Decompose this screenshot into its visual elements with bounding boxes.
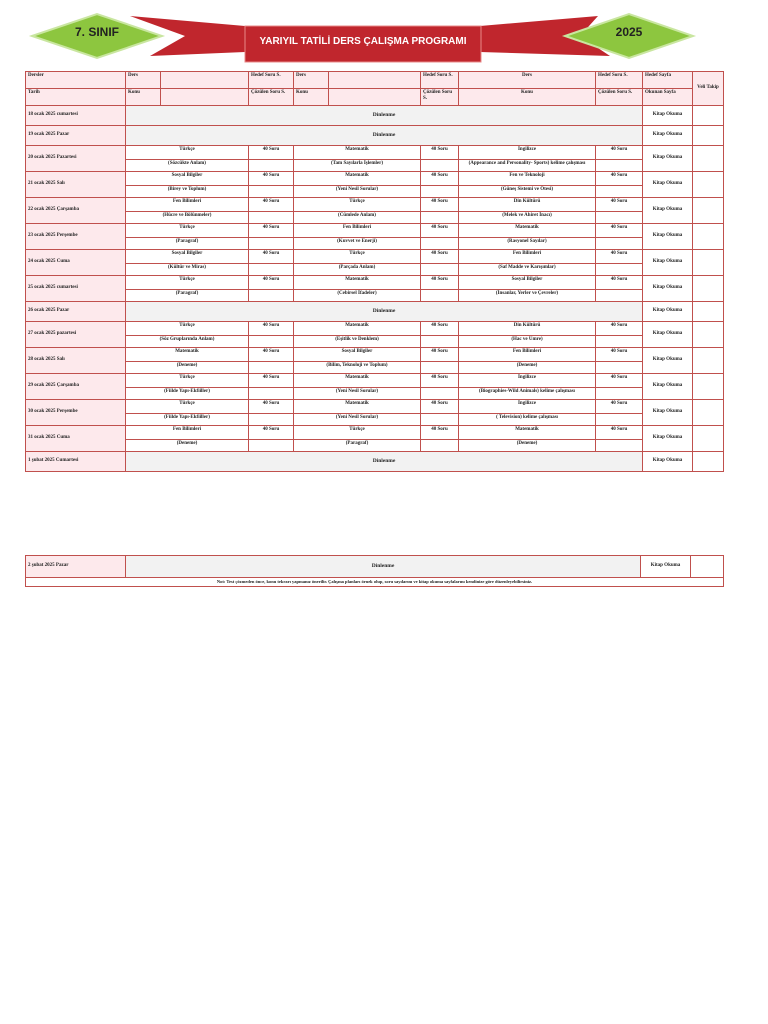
plan-row-topic: [26, 264, 724, 276]
subject-3: Fen Bilimleri: [459, 348, 596, 362]
target-1: 40 Soru: [249, 322, 294, 336]
topic-1: (Kültür ve Miras): [126, 264, 249, 276]
header-cozulen-3: Çözülen Soru S.: [596, 89, 643, 106]
subject-2: Matematik: [294, 322, 421, 336]
study-plan-final-table: [25, 555, 724, 587]
subject-3: Din Kültürü: [459, 322, 596, 336]
topic-2: (Yeni Nesil Sorular): [294, 388, 421, 400]
reading-cell: Kitap Okuma: [643, 322, 693, 348]
header-blank-3: [161, 89, 249, 106]
topic-2: (Bilim, Teknoloji ve Toplum): [294, 362, 421, 374]
topic-3: (Deneme): [459, 440, 596, 452]
subject-1: Matematik: [126, 348, 249, 362]
solved-1[interactable]: [249, 264, 294, 276]
target-1: 40 Soru: [249, 224, 294, 238]
plan-row-rest: [26, 452, 724, 472]
header-ders-3: Ders: [459, 72, 596, 89]
target-3: 40 Soru: [596, 172, 643, 186]
row-date: 19 ocak 2025 Pazar: [26, 126, 126, 146]
solved-3[interactable]: [596, 362, 643, 374]
parent-check-cell[interactable]: [693, 322, 724, 348]
grade-label: 7. SINIF: [74, 25, 119, 39]
program-title: YARIYIL TATİLİ DERS ÇALIŞMA PROGRAMI: [259, 36, 467, 47]
plan-row-topic: [26, 362, 724, 374]
topic-2: (Yeni Nesil Sorular): [294, 414, 421, 426]
reading-cell: Kitap Okuma: [643, 276, 693, 302]
subject-2: Matematik: [294, 172, 421, 186]
subject-2: Türkçe: [294, 250, 421, 264]
parent-check-cell[interactable]: [693, 452, 724, 472]
solved-1[interactable]: [249, 160, 294, 172]
plan-row-topic: [26, 212, 724, 224]
reading-cell: Kitap Okuma: [643, 400, 693, 426]
header-ders-1: Ders: [126, 72, 161, 89]
subject-1: Türkçe: [126, 322, 249, 336]
target-2: 40 Soru: [421, 426, 459, 440]
reading-cell: Kitap Okuma: [643, 426, 693, 452]
reading-cell: Kitap Okuma: [643, 146, 693, 172]
header-konu-3: Konu: [459, 89, 596, 106]
solved-2[interactable]: [421, 414, 459, 426]
target-3: 40 Soru: [596, 250, 643, 264]
topic-2: (Cümlede Anlam): [294, 212, 421, 224]
rest-cell: Dinlenme: [126, 452, 643, 472]
plan-row-topic: [26, 160, 724, 172]
header-cozulen-2: Çözülen Soru S.: [421, 89, 459, 106]
topic-3: (Melek ve Ahiret İnacı): [459, 212, 596, 224]
subject-3: Sosyal Bilgiler: [459, 276, 596, 290]
plan-row-study: [26, 198, 724, 212]
target-2: 40 Soru: [421, 276, 459, 290]
reading-cell: Kitap Okuma: [643, 250, 693, 276]
target-2: 40 Soru: [421, 322, 459, 336]
solved-1[interactable]: [249, 440, 294, 452]
subject-1: Türkçe: [126, 374, 249, 388]
subject-1: Türkçe: [126, 276, 249, 290]
header-ders-2: Ders: [294, 72, 329, 89]
header-okunan-sayfa: Okunan Sayfa: [643, 89, 693, 106]
topic-3: (Biographies-Wild Animals) kelime çalışması: [459, 388, 596, 400]
plan-row-topic: [26, 388, 724, 400]
reading-cell: Kitap Okuma: [643, 374, 693, 400]
row-date: 21 ocak 2025 Salı: [26, 172, 126, 198]
topic-3: (Appearance and Personality- Sports) kelime çalışması: [459, 160, 596, 172]
topic-2: (Tam Sayılarla İşlemler): [294, 160, 421, 172]
header-row-2: [26, 89, 724, 106]
header-row-1: [26, 72, 724, 89]
subject-1: Sosyal Bilgiler: [126, 250, 249, 264]
subject-2: Matematik: [294, 146, 421, 160]
plan-row-topic: [26, 440, 724, 452]
topic-2: (Parçada Anlam): [294, 264, 421, 276]
plan-row-study: [26, 146, 724, 160]
plan-row-rest: [26, 126, 724, 146]
target-2: 40 Soru: [421, 198, 459, 212]
reading-cell: Kitap Okuma: [643, 452, 693, 472]
row-date: 27 ocak 2025 pazartesi: [26, 322, 126, 348]
year-label: 2025: [615, 25, 643, 39]
subject-1: Türkçe: [126, 400, 249, 414]
header-hedef-3: Hedef Soru S.: [596, 72, 643, 89]
plan-row-study: [26, 172, 724, 186]
header-blank-4: [329, 89, 421, 106]
topic-1: (Söz Gruplarında Anlam): [126, 336, 249, 348]
target-1: 40 Soru: [249, 146, 294, 160]
topic-1: (Birey ve Toplum): [126, 186, 249, 198]
row-date: 26 ocak 2025 Pazar: [26, 302, 126, 322]
solved-3[interactable]: [596, 440, 643, 452]
solved-1[interactable]: [249, 414, 294, 426]
plan-row-topic: [26, 336, 724, 348]
solved-3[interactable]: [596, 264, 643, 276]
plan-row-rest: [26, 106, 724, 126]
parent-check-cell[interactable]: [693, 348, 724, 374]
solved-1[interactable]: [249, 186, 294, 198]
rest-cell: Dinlenme: [126, 556, 641, 578]
header-konu-1: Konu: [126, 89, 161, 106]
header-hedef-1: Hedef Soru S.: [249, 72, 294, 89]
plan-row-study: [26, 374, 724, 388]
target-1: 40 Soru: [249, 172, 294, 186]
reading-cell: Kitap Okuma: [643, 106, 693, 126]
plan-row-study: [26, 250, 724, 264]
plan-row-study: [26, 426, 724, 440]
row-date: 22 ocak 2025 Çarşamba: [26, 198, 126, 224]
solved-1[interactable]: [249, 362, 294, 374]
topic-1: (Fiilde Yapı-Ekfiiller): [126, 414, 249, 426]
solved-3[interactable]: [596, 290, 643, 302]
target-3: 40 Soru: [596, 426, 643, 440]
solved-3[interactable]: [596, 186, 643, 198]
parent-check-cell[interactable]: [693, 198, 724, 224]
row-date: 29 ocak 2025 Çarşamba: [26, 374, 126, 400]
subject-3: Din Kültürü: [459, 198, 596, 212]
solved-1[interactable]: [249, 336, 294, 348]
header-konu-2: Konu: [294, 89, 329, 106]
subject-3: İngilizce: [459, 374, 596, 388]
solved-3[interactable]: [596, 212, 643, 224]
target-3: 40 Soru: [596, 322, 643, 336]
topic-3: (İnsanlar, Yerler ve Çevreler): [459, 290, 596, 302]
target-1: 40 Soru: [249, 198, 294, 212]
target-2: 40 Soru: [421, 400, 459, 414]
target-2: 40 Soru: [421, 348, 459, 362]
solved-3[interactable]: [596, 414, 643, 426]
subject-3: Matematik: [459, 224, 596, 238]
reading-cell: Kitap Okuma: [643, 224, 693, 250]
parent-check-cell[interactable]: [693, 106, 724, 126]
plan-row-topic: [26, 414, 724, 426]
target-2: 40 Soru: [421, 146, 459, 160]
target-1: 40 Soru: [249, 374, 294, 388]
target-2: 40 Soru: [421, 374, 459, 388]
reading-cell: Kitap Okuma: [643, 198, 693, 224]
solved-1[interactable]: [249, 212, 294, 224]
subject-3: Fen Bilimleri: [459, 250, 596, 264]
footer-note: Not: Test çözmeden önce, konu tekrarı yapmanız önerilir. Çalışma planları örnek olup, soru sayılarını ve kitap okuma sayfalarını kendinize göre düzenleyebilirsiniz.: [26, 578, 724, 587]
rest-cell: Dinlenme: [126, 126, 643, 146]
header-hedef-sayfa: Hedef Sayfa: [643, 72, 693, 89]
subject-3: Matematik: [459, 426, 596, 440]
parent-check-cell[interactable]: [691, 556, 724, 578]
study-plan-table: [25, 71, 724, 472]
topic-3: (Hac ve Umre): [459, 336, 596, 348]
plan-row-study: [26, 400, 724, 414]
reading-cell: Kitap Okuma: [643, 348, 693, 374]
target-2: 40 Soru: [421, 250, 459, 264]
header-cozulen-1: Çözülen Soru S.: [249, 89, 294, 106]
topic-1: (Deneme): [126, 440, 249, 452]
target-3: 40 Soru: [596, 198, 643, 212]
solved-2[interactable]: [421, 238, 459, 250]
subject-1: Fen Bilimleri: [126, 198, 249, 212]
solved-2[interactable]: [421, 336, 459, 348]
topic-1: (Paragraf): [126, 290, 249, 302]
row-date: 25 ocak 2025 cumartesi: [26, 276, 126, 302]
row-date: 20 ocak 2025 Pazartesi: [26, 146, 126, 172]
parent-check-cell[interactable]: [693, 172, 724, 198]
subject-1: Sosyal Bilgiler: [126, 172, 249, 186]
topic-3: (Saf Madde ve Karışımlar): [459, 264, 596, 276]
plan-row-topic: [26, 186, 724, 198]
parent-check-cell[interactable]: [693, 126, 724, 146]
plan-row-study: [26, 322, 724, 336]
reading-cell: Kitap Okuma: [643, 126, 693, 146]
parent-check-cell[interactable]: [693, 276, 724, 302]
solved-3[interactable]: [596, 238, 643, 250]
header-blank-2: [329, 72, 421, 89]
target-1: 40 Soru: [249, 276, 294, 290]
target-3: 40 Soru: [596, 348, 643, 362]
plan-row-last: [26, 556, 724, 578]
topic-2: (Paragraf): [294, 440, 421, 452]
solved-2[interactable]: [421, 388, 459, 400]
solved-2[interactable]: [421, 160, 459, 172]
topic-3: (Güneş Sistemi ve Ötesi): [459, 186, 596, 198]
plan-row-study: [26, 224, 724, 238]
target-2: 40 Soru: [421, 224, 459, 238]
plan-row-study: [26, 348, 724, 362]
solved-2[interactable]: [421, 362, 459, 374]
target-1: 40 Soru: [249, 348, 294, 362]
subject-2: Sosyal Bilgiler: [294, 348, 421, 362]
parent-check-cell[interactable]: [693, 250, 724, 276]
subject-2: Fen Bilimleri: [294, 224, 421, 238]
solved-3[interactable]: [596, 160, 643, 172]
solved-3[interactable]: [596, 336, 643, 348]
subject-2: Matematik: [294, 276, 421, 290]
subject-1: Türkçe: [126, 224, 249, 238]
topic-2: (Yeni Nesil Sorular): [294, 186, 421, 198]
solved-3[interactable]: [596, 388, 643, 400]
target-1: 40 Soru: [249, 400, 294, 414]
row-date: 28 ocak 2025 Salı: [26, 348, 126, 374]
subject-2: Matematik: [294, 400, 421, 414]
topic-3: ( Television) kelime çalışması: [459, 414, 596, 426]
target-3: 40 Soru: [596, 400, 643, 414]
note-row: [26, 578, 724, 587]
header-blank-1: [161, 72, 249, 89]
subject-3: İngilizce: [459, 400, 596, 414]
header-hedef-2: Hedef Soru S.: [421, 72, 459, 89]
rest-cell: Dinlenme: [126, 302, 643, 322]
topic-3: (Deneme): [459, 362, 596, 374]
solved-2[interactable]: [421, 440, 459, 452]
solved-1[interactable]: [249, 290, 294, 302]
subject-3: İngilizce: [459, 146, 596, 160]
row-date: 24 ocak 2025 Cuma: [26, 250, 126, 276]
parent-check-cell[interactable]: [693, 426, 724, 452]
topic-2: (Cebirsel İfadeler): [294, 290, 421, 302]
header-dersler: Dersler: [26, 72, 126, 89]
topic-1: (Fiilde Yapı-Ekfiiller): [126, 388, 249, 400]
solved-1[interactable]: [249, 388, 294, 400]
topic-1: (Hücre ve Bölünmeler): [126, 212, 249, 224]
subject-2: Türkçe: [294, 198, 421, 212]
reading-cell: Kitap Okuma: [643, 172, 693, 198]
target-3: 40 Soru: [596, 374, 643, 388]
topic-1: (Deneme): [126, 362, 249, 374]
target-1: 40 Soru: [249, 426, 294, 440]
topic-3: (Rasyonel Sayılar): [459, 238, 596, 250]
row-date: 18 ocak 2025 cumartesi: [26, 106, 126, 126]
target-3: 40 Soru: [596, 276, 643, 290]
row-date: 2 şubat 2025 Pazar: [26, 556, 126, 578]
plan-row-topic: [26, 238, 724, 250]
solved-2[interactable]: [421, 264, 459, 276]
parent-check-cell[interactable]: [693, 400, 724, 426]
topic-1: (Sözcükte Anlam): [126, 160, 249, 172]
target-1: 40 Soru: [249, 250, 294, 264]
rest-cell: Dinlenme: [126, 106, 643, 126]
parent-check-cell[interactable]: [693, 374, 724, 400]
subject-1: Fen Bilimleri: [126, 426, 249, 440]
plan-row-study: [26, 276, 724, 290]
row-date: 23 ocak 2025 Perşembe: [26, 224, 126, 250]
topic-1: (Paragraf): [126, 238, 249, 250]
row-date: 1 şubat 2025 Cumartesi: [26, 452, 126, 472]
subject-2: Türkçe: [294, 426, 421, 440]
solved-2[interactable]: [421, 290, 459, 302]
row-date: 31 ocak 2025 Cuma: [26, 426, 126, 452]
parent-check-cell[interactable]: [693, 224, 724, 250]
target-3: 40 Soru: [596, 224, 643, 238]
reading-cell: Kitap Okuma: [643, 302, 693, 322]
reading-cell: Kitap Okuma: [641, 556, 691, 578]
parent-check-cell[interactable]: [693, 302, 724, 322]
solved-2[interactable]: [421, 186, 459, 198]
subject-3: Fen ve Teknoloji: [459, 172, 596, 186]
topic-2: (Kuvvet ve Enerji): [294, 238, 421, 250]
subject-1: Türkçe: [126, 146, 249, 160]
header-veli-takip: Veli Takip: [693, 72, 724, 106]
plan-row-topic: [26, 290, 724, 302]
target-3: 40 Soru: [596, 146, 643, 160]
solved-2[interactable]: [421, 212, 459, 224]
plan-row-rest: [26, 302, 724, 322]
header-tarih: Tarih: [26, 89, 126, 106]
row-date: 30 ocak 2025 Perşembe: [26, 400, 126, 426]
subject-2: Matematik: [294, 374, 421, 388]
parent-check-cell[interactable]: [693, 146, 724, 172]
topic-2: (Eşitlik ve Denklem): [294, 336, 421, 348]
solved-1[interactable]: [249, 238, 294, 250]
target-2: 40 Soru: [421, 172, 459, 186]
